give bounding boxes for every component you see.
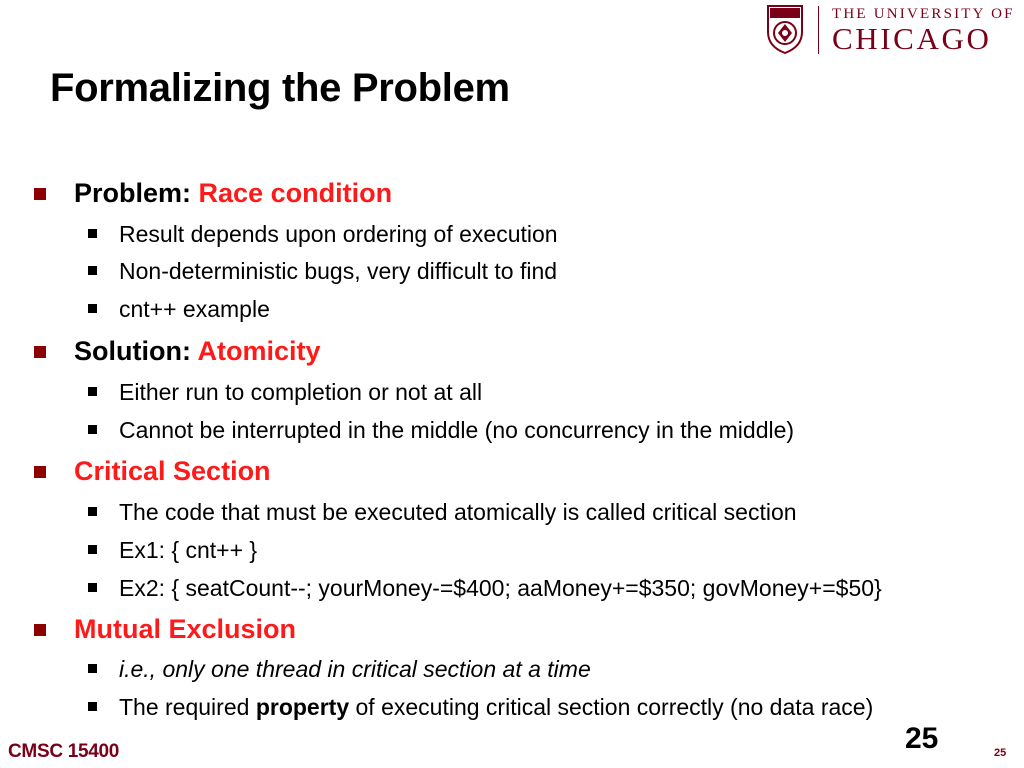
bullet-highlight: Race condition [198,178,393,208]
slide-title: Formalizing the Problem [50,66,510,110]
square-bullet-icon [88,304,97,313]
sub-bullet-text: The code that must be executed atomically is called critical section [119,499,797,525]
square-bullet-icon [88,507,97,516]
footer-page-number: 25 [994,747,1007,759]
logo-text-line2: CHICAGO [832,21,992,56]
bullet-highlight: Critical Section [74,456,271,486]
square-bullet-icon [34,346,46,358]
bold-term: property [255,694,350,720]
square-bullet-icon [34,188,46,200]
sub-bullet-text: Non-deterministic bugs, very difficult to find [119,258,558,284]
square-bullet-icon [88,702,97,711]
text-segment: The required [119,694,256,720]
sub-bullet-text: cnt++ example [119,296,270,322]
slide-number: 25 [905,722,939,755]
square-bullet-icon [88,425,97,434]
course-label: CMSC 15400 [8,741,120,762]
square-bullet-icon [88,664,97,673]
logo-divider [818,6,819,54]
square-bullet-icon [88,387,97,396]
sub-bullet-text: Ex2: { seatCount--; yourMoney-=$400; aaMoney+=$350; govMoney+=$50} [119,575,882,601]
sub-bullet-text: Cannot be interrupted in the middle (no concurrency in the middle) [119,417,795,443]
sub-bullet-text: Ex1: { cnt++ } [119,537,258,563]
square-bullet-icon [34,466,46,478]
sub-bullet-text: Result depends upon ordering of execution [119,221,558,247]
sub-bullet-text: i.e., only one thread in critical section at a time [119,656,591,682]
square-bullet-icon [88,545,97,554]
sub-bullet-text [119,692,873,722]
bullet-text [74,334,321,368]
sub-bullet-text: Either run to completion or not at all [119,379,483,405]
text-segment: of executing critical section correctly (no data race) [349,694,874,720]
university-seal-icon [766,4,804,54]
bullet-highlight: Mutual Exclusion [74,614,297,644]
square-bullet-icon [88,229,97,238]
logo-text-line1: THE UNIVERSITY OF [832,6,1015,22]
bullet-label: Problem: [74,178,192,208]
square-bullet-icon [34,624,46,636]
square-bullet-icon [88,583,97,592]
bullet-label: Solution: [74,336,191,366]
bullet-highlight: Atomicity [197,336,321,366]
square-bullet-icon [88,266,97,275]
bullet-text [74,176,392,210]
